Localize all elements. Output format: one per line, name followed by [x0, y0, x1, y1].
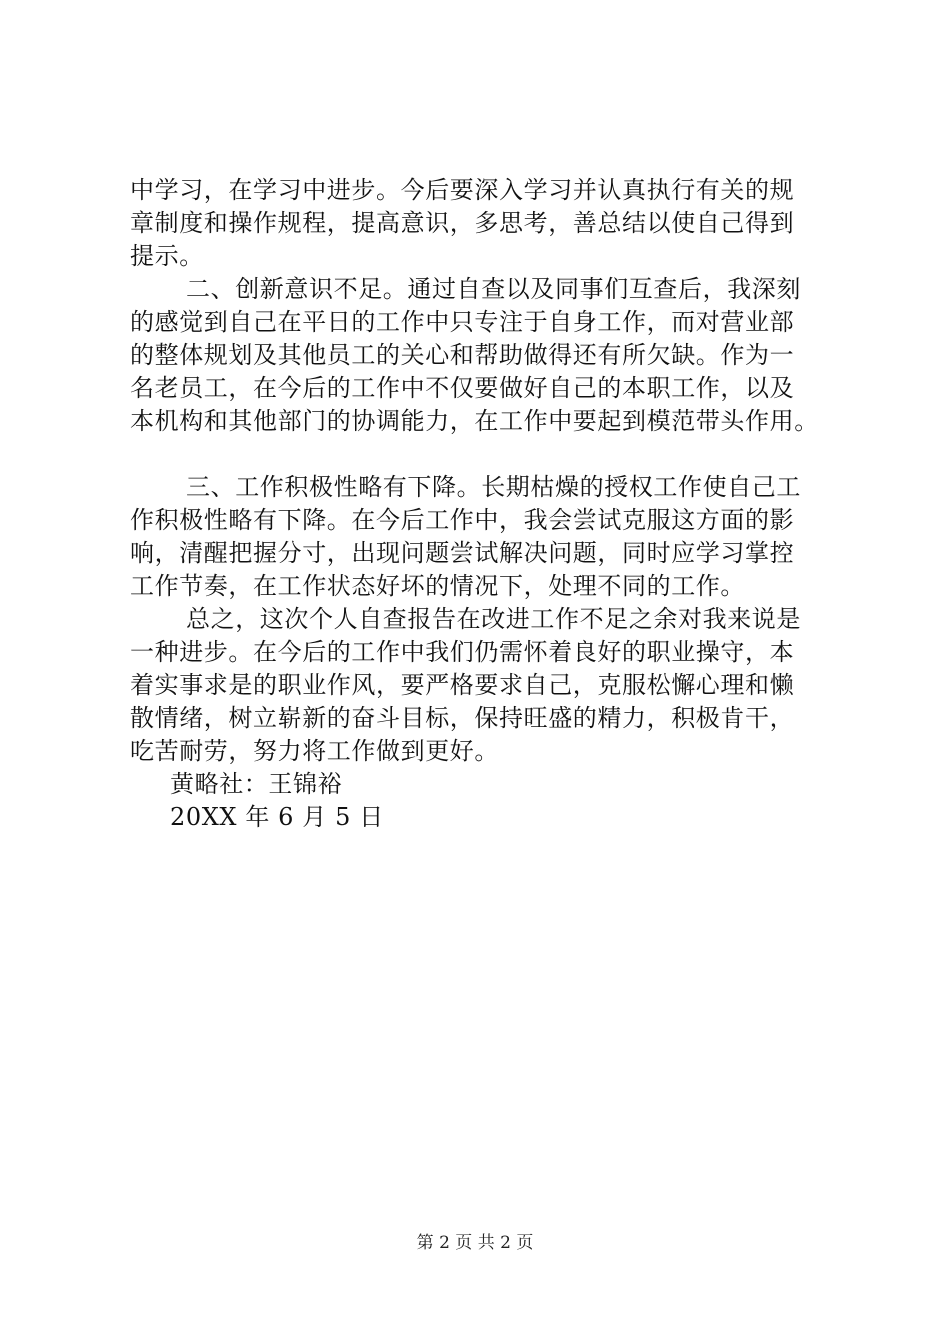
paragraph-start-line: 二、创新意识不足。通过自查以及同事们互查后，我深刻 — [186, 275, 801, 303]
paragraph-gap — [130, 438, 842, 471]
body-line: 作积极性略有下降。在今后工作中，我会尝试克服这方面的影 — [130, 506, 795, 534]
body-line: 工作节奏，在工作状态好坏的情况下，处理不同的工作。 — [130, 572, 745, 600]
body-line: 名老员工，在今后的工作中不仅要做好自己的本职工作，以及 — [130, 374, 795, 402]
paragraph-start-line: 总之，这次个人自查报告在改进工作不足之余对我来说是 — [186, 605, 801, 633]
page-footer: 第 2 页 共 2 页 — [416, 1233, 534, 1253]
body-line: 中学习，在学习中进步。今后要深入学习并认真执行有关的规 — [130, 176, 795, 204]
body-line: 散情绪，树立崭新的奋斗目标，保持旺盛的精力，积极肯干， — [130, 704, 795, 732]
body-line: 着实事求是的职业作风，要严格要求自己，克服松懈心理和懒 — [130, 671, 795, 699]
body-line: 章制度和操作规程，提高意识，多思考，善总结以使自己得到 — [130, 209, 795, 237]
body-line: 一种进步。在今后的工作中我们仍需怀着良好的职业操守，本 — [130, 638, 795, 666]
paragraph-start-line: 三、工作积极性略有下降。长期枯燥的授权工作使自己工 — [186, 473, 801, 501]
body-line: 的感觉到自己在平日的工作中只专注于自身工作，而对营业部 — [130, 308, 795, 336]
body-line: 提示。 — [130, 242, 204, 270]
body-line: 吃苦耐劳，努力将工作做到更好。 — [130, 737, 499, 765]
document-body — [130, 174, 842, 834]
signature: 黄略社：王锦裕 — [170, 770, 343, 798]
signature-date: 20XX 年 6 月 5 日 — [170, 803, 384, 831]
body-line: 响，清醒把握分寸，出现问题尝试解决问题，同时应学习掌控 — [130, 539, 795, 567]
body-line: 本机构和其他部门的协调能力，在工作中要起到模范带头作用。 — [130, 407, 819, 435]
body-line: 的整体规划及其他员工的关心和帮助做得还有所欠缺。作为一 — [130, 341, 795, 369]
